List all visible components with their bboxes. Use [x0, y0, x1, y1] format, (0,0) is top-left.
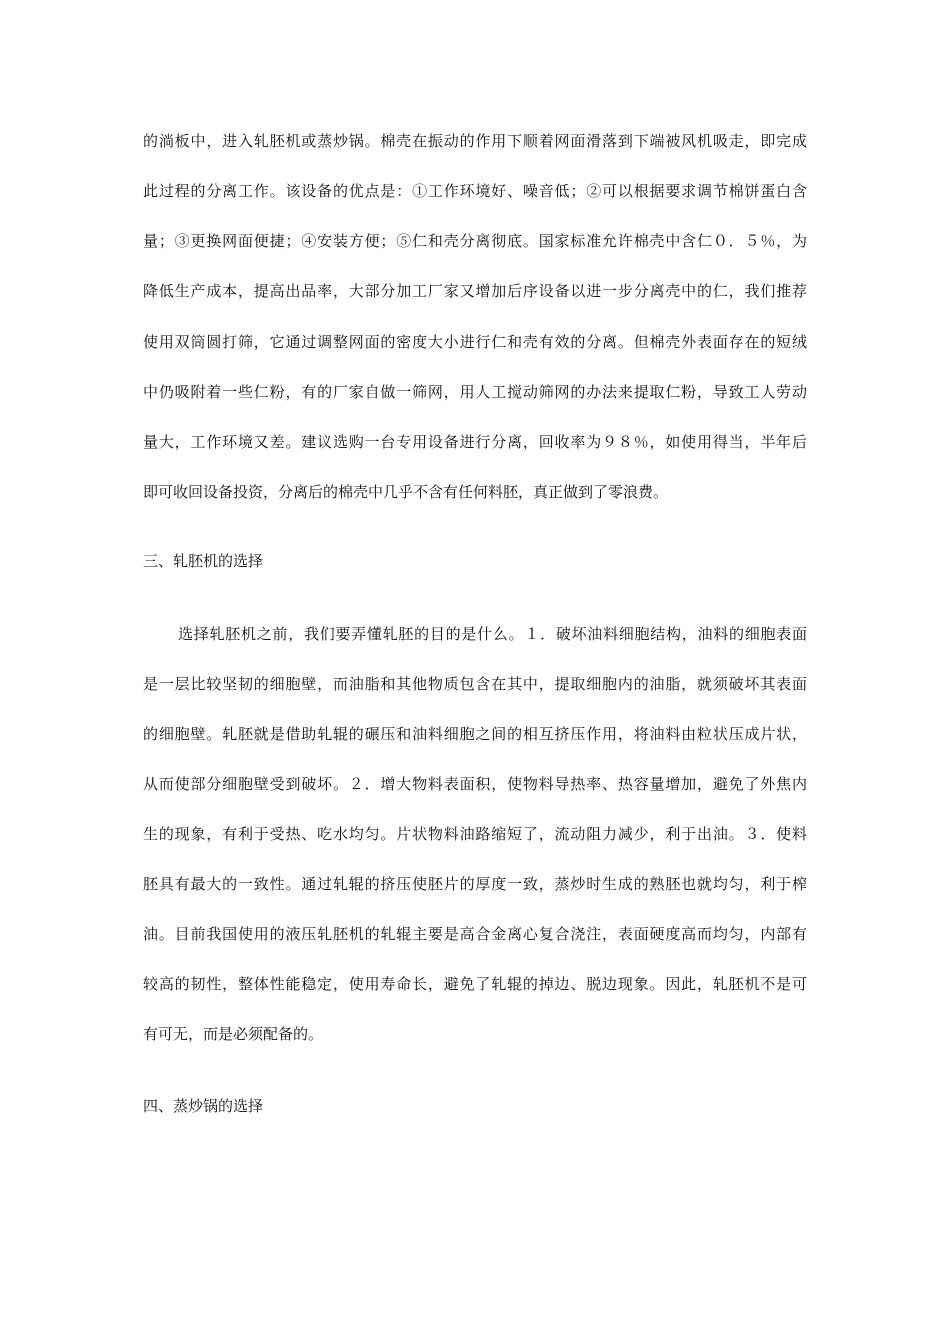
paragraph-line: 降低生产成本，提高出品率，大部分加工厂家又增加后序设备以进一步分离壳中的仁，我们推荐 [143, 282, 807, 300]
paragraph-line: 胚具有最大的一致性。通过轧辊的挤压使胚片的厚度一致，蒸炒时生成的熟胚也就均匀，利于榨 [143, 875, 807, 893]
paragraph-line: 是一层比较坚韧的细胞壁，而油脂和其他物质包含在其中，提取细胞内的油脂，就须破坏其表面 [143, 675, 807, 693]
paragraph-line: 的细胞壁。轧胚就是借助轧辊的碾压和油料细胞之间的相互挤压作用，将油料由粒状压成片状， [143, 725, 807, 743]
section-heading: 三、轧胚机的选择 [143, 552, 264, 570]
paragraph-line: 使用双筒圆打筛，它通过调整网面的密度大小进行仁和壳有效的分离。但棉壳外表面存在的短绒 [143, 333, 807, 351]
paragraph-line: 较高的韧性，整体性能稳定，使用寿命长，避免了轧辊的掉边、脱边现象。因此，轧胚机不是可 [143, 975, 807, 993]
paragraph-line: 即可收回设备投资，分离后的棉壳中几乎不含有任何料胚，真正做到了零浪费。 [143, 483, 669, 501]
paragraph-line: 中仍吸附着一些仁粉，有的厂家自做一筛网，用人工搅动筛网的办法来提取仁粉，导致工人劳动 [143, 383, 807, 401]
paragraph-line: 从而使部分细胞壁受到破坏。２．增大物料表面积，使物料导热率、热容量增加，避免了外焦内 [143, 775, 807, 793]
paragraph-line: 有可无，而是必须配备的。 [143, 1025, 324, 1043]
paragraph-line: 生的现象，有利于受热、吃水均匀。片状物料油路缩短了，流动阻力减少，利于出油。３．使料 [143, 825, 807, 843]
paragraph-line: 选择轧胚机之前，我们要弄懂轧胚的目的是什么。１．破坏油料细胞结构，油料的细胞表面 [178, 625, 807, 643]
paragraph-line: 的淌板中，进入轧胚机或蒸炒锅。棉壳在振动的作用下顺着网面滑落到下端被风机吸走，即完成 [143, 132, 807, 150]
paragraph-line: 此过程的分离工作。该设备的优点是：①工作环境好、噪音低；②可以根据要求调节棉饼蛋白含 [143, 182, 807, 200]
section-heading: 四、蒸炒锅的选择 [143, 1097, 264, 1115]
paragraph-line: 量；③更换网面便捷；④安装方便；⑤仁和壳分离彻底。国家标准允许棉壳中含仁０．５％，为 [143, 232, 807, 250]
paragraph-line: 量大，工作环境又差。建议选购一台专用设备进行分离，回收率为９８％，如使用得当，半年后 [143, 433, 807, 451]
paragraph-line: 油。目前我国使用的液压轧胚机的轧辊主要是高合金离心复合浇注，表面硬度高而均匀，内部有 [143, 925, 807, 943]
